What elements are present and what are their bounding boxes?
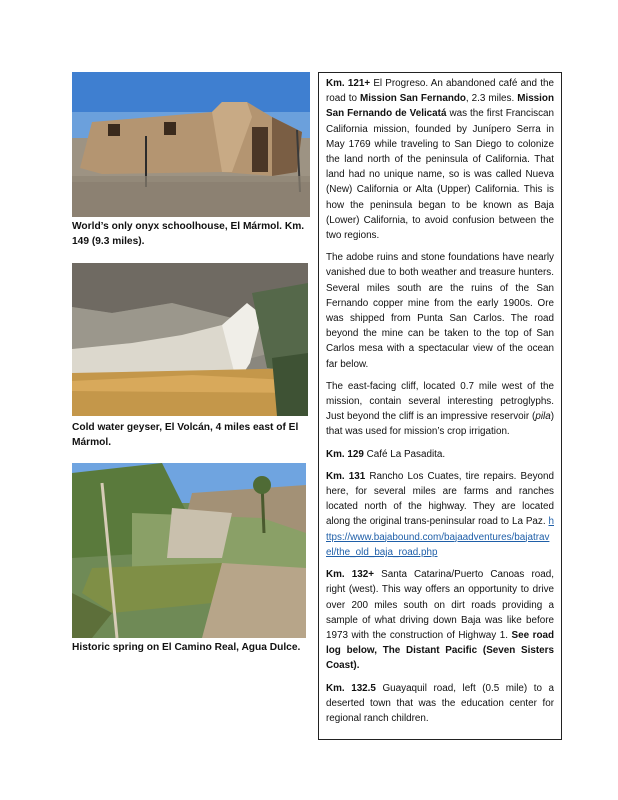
road-log-textbox	[318, 72, 562, 740]
photo-historic-spring	[72, 463, 306, 638]
entry-km-131: Km. 131 Rancho Los Cuates, tire repairs. Beyond here, for several miles are farms and ranches located north of the highway. They are located along the original trans-peninsular road to La Paz. https://www.bajabound.com/bajaadventures/bajatravel/the_old_baja_road.php	[326, 470, 554, 558]
entry-km-132-5: Km. 132.5 Guayaquil road, left (0.5 mile) to a deserted town that was the education center for regional ranch children.	[326, 682, 554, 724]
entry-adobe-ruins: The adobe ruins and stone foundations have nearly vanished due to both weather and treasure hunters. Several miles south are the ruins of the San Fernando copper mine from the early 1900s. Ore was shipped from Punta San Carlos. The road beyond the mine can be taken to the top of San Carlos mesa with a spectacular view of the ocean far below.	[326, 252, 554, 370]
caption-onyx-schoolhouse: World’s only onyx schoolhouse, El Mármol. Km. 149 (9.3 miles).	[72, 221, 305, 247]
entry-km-129: Km. 129 Café La Pasadita.	[326, 448, 446, 460]
old-baja-road-link[interactable]: https://www.bajabound.com/bajaadventures/bajatravel/the_old_baja_road.php	[326, 516, 554, 558]
km-label: Km. 132+	[326, 569, 375, 581]
photo-cold-water-geyser	[72, 263, 308, 416]
km-label: Km. 129	[326, 448, 364, 460]
entry-east-cliff: The east-facing cliff, located 0.7 mile west of the mission, contain several interesting petroglyphs. Just beyond the cliff is an impressive reservoir (pila) that was used for mission’s crop irrigation.	[326, 380, 554, 438]
entry-km-121: Km. 121+ El Progreso. An abandoned café and the road to Mission San Fernando, 2.3 miles. Mission San Fernando de Velicatá was the first Franciscan California mission, founded by Junípero Serra in May 1769 while traveling to San Diego to colonize the land north of the peninsula of California. That land had no unique name, so is was called Nueva (New) California or Alta (Upper) California. This is how the peninsula began to be known as Baja (Lower) California, to avoid confusion between the two regions.	[326, 78, 554, 242]
caption-cold-water-geyser: Cold water geyser, El Volcán, 4 miles east of El Mármol.	[72, 422, 299, 448]
entry-km-132: Km. 132+ Santa Catarina/Puerto Canoas road, right (west). This way offers an opportunity to drive over 200 miles south on dirt roads providing a sample of what driving down Baja was like before 1973 with the construction of Highway 1. See road log below, The Distant Pacific (Seven Sisters Coast).	[326, 569, 555, 672]
km-label: Km. 121+	[326, 78, 371, 89]
caption-historic-spring: Historic spring on El Camino Real, Agua Dulce.	[72, 642, 301, 653]
km-label: Km. 131	[326, 470, 366, 482]
photo-onyx-schoolhouse	[72, 72, 310, 217]
km-label: Km. 132.5	[326, 682, 376, 694]
